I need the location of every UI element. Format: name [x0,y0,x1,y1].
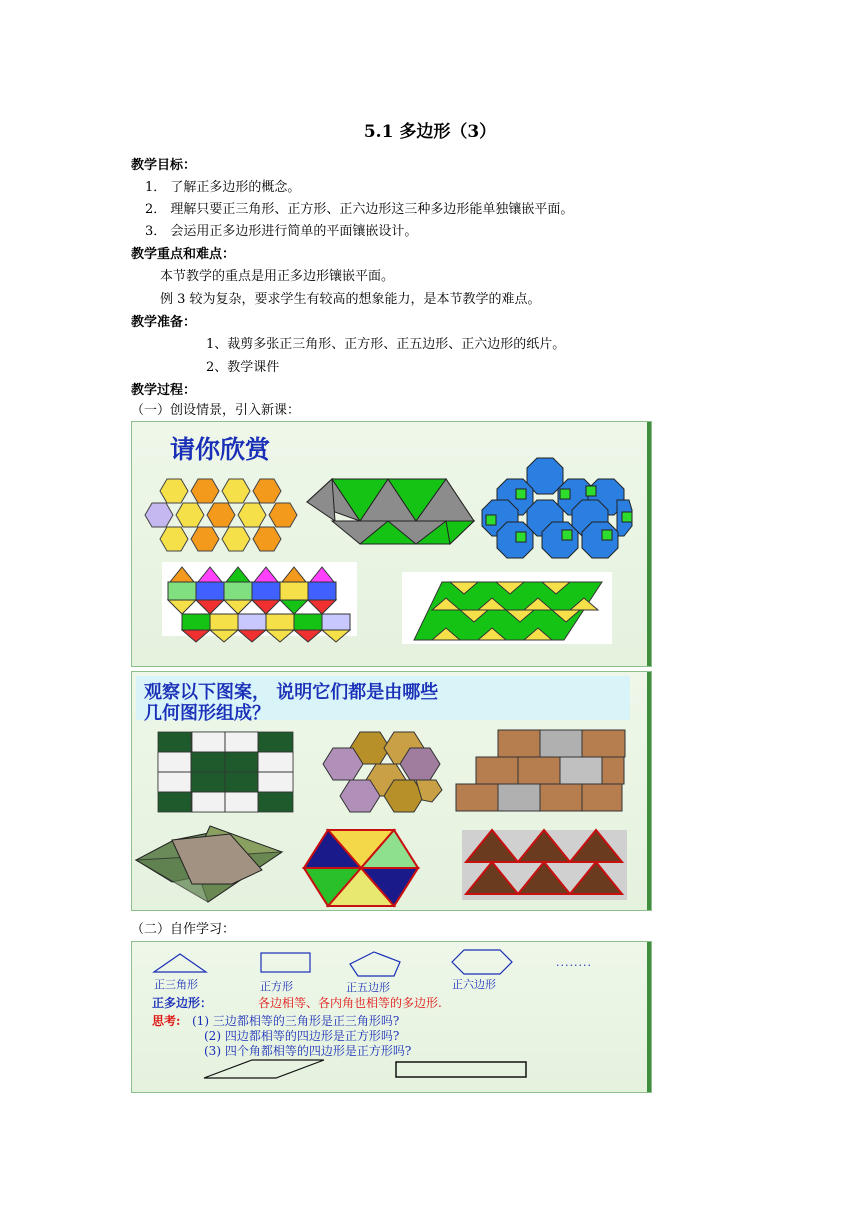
goal-item: 1． 了解正多边形的概念。 [145,180,301,195]
step2-label: （二）自作学习： [131,922,236,937]
prep-line: 1、裁剪多张正三角形、正方形、正五边形、正六边形的纸片。 [206,337,566,352]
think-label: 思考: [152,1014,181,1028]
key-line: 例 3 较为复杂，要求学生有较高的想象能力，是本节教学的难点。 [160,292,541,307]
hexagon-gold-pattern [323,732,442,812]
prep-heading: 教学准备： [131,315,197,330]
square-triangle-tiling [162,562,357,642]
octagon-tiling [482,458,632,558]
slide2-title-line2: 几何图形组成？ [144,703,270,724]
ellipsis: ........ [556,956,592,969]
triangle-shape [154,954,206,972]
pentagon-shape [350,952,400,976]
brown-triangles-pattern [462,830,627,900]
star-pattern [136,826,282,902]
hexagon-triangle-tiling [402,572,612,644]
observe-patterns [132,672,651,910]
label-square: 正方形 [260,980,293,993]
question-2: (2) 四边都相等的四边形是正方形吗? [204,1029,400,1043]
question-1: (1) 三边都相等的三角形是正三角形吗? [192,1014,400,1028]
process-heading: 教学过程： [131,383,197,398]
goal-item: 2． 理解只要正三角形、正方形、正六边形这三种多边形能单独镶嵌平面。 [145,202,574,217]
triangle-tiling [307,479,474,544]
hexagon-tiling [145,479,297,551]
prep-line: 2、教学课件 [206,360,280,375]
goal-item: 3． 会运用正多边形进行简单的平面镶嵌设计。 [145,224,418,239]
definition-label: 正多边形： [152,996,213,1010]
label-pentagon: 正五边形 [346,981,390,994]
definition-text: 各边相等、各内角也相等的多边形. [258,996,442,1010]
marble-square-pattern [158,732,293,812]
goals-heading: 教学目标： [131,158,197,173]
key-line: 本节教学的重点是用正多边形镶嵌平面。 [160,269,395,284]
label-triangle: 正三角形 [154,978,198,991]
key-heading: 教学重点和难点： [131,247,236,262]
tessellation-patterns [132,422,651,666]
slide-appreciate [131,421,652,667]
slide2-title-line1: 观察以下图案， 说明它们都是由哪些 [144,682,439,703]
hexagon-shape [452,950,512,974]
hexagon-triangles-pattern [304,830,418,906]
slide-self-study [131,941,652,1093]
step1-label: （一）创设情景，引入新课： [131,403,301,418]
parallelogram-shape [204,1060,324,1078]
slide1-title: 请你欣赏 [170,435,271,464]
label-hexagon: 正六边形 [452,978,496,991]
question-3: (3) 四个角都相等的四边形是正方形吗? [204,1044,412,1058]
rectangle-shape [396,1062,526,1077]
brick-pattern [456,730,625,811]
page-title: 5.1 多边形（3） [363,122,497,142]
square-shape [261,953,310,972]
slide-observe [131,671,652,911]
